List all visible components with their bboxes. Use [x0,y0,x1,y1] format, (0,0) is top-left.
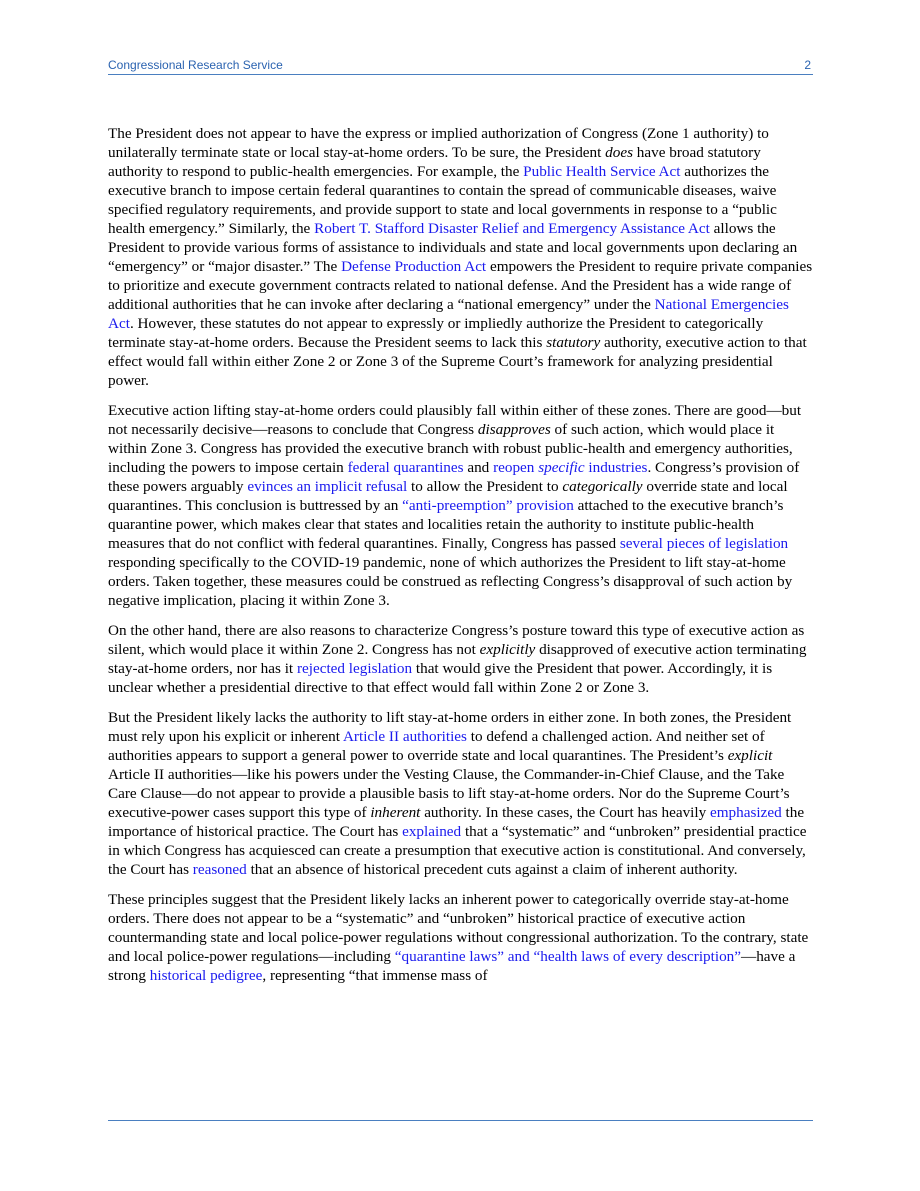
document-body [108,124,814,996]
link-reasoned[interactable]: reasoned [192,861,247,878]
link-national-emergencies-act[interactable]: National Emergencies Act [108,296,789,332]
link-stafford-act[interactable]: Robert T. Stafford Disaster Relief and Emergency Assistance Act [314,220,710,237]
paragraph-1: The President does not appear to have the express or implied authorization of Congress (Zone 1 authority) to unilaterally terminate state or local stay-at-home orders. To be sure, the President does have broad statutory authority to respond to public-health emergencies. For example, the Public Health Service Act authorizes the executive branch to impose certain federal quarantines to contain the spread of communicable diseases, waive specified regulatory requirements, and provide support to state and local governments in response to a “public health emergency.” Similarly, the Robert T. Stafford Disaster Relief and Emergency Assistance Act allows the President to provide various forms of assistance to individuals and state and local governments upon declaring an “emergency” or “major disaster.” The Defense Production Act empowers the President to require private companies to prioritize and execute government contracts related to national defense. And the President has a wide range of additional authorities that he can invoke after declaring a “national emergency” under the National Emergencies Act. However, these statutes do not appear to expressly or impliedly authorize the President to categorically terminate stay-at-home orders. Because the President seems to lack this statutory authority, executive action to that effect would fall within either Zone 2 or Zone 3 of the Supreme Court’s framework for analyzing presidential power. [108,125,813,389]
link-quarantine-laws[interactable]: “quarantine laws” and “health laws of every description” [394,948,742,965]
link-anti-preemption-provision[interactable]: “anti-preemption” provision [402,497,574,514]
link-federal-quarantines[interactable]: federal quarantines [347,459,464,476]
link-defense-production-act[interactable]: Defense Production Act [341,258,487,275]
page-header [108,58,813,75]
link-rejected-legislation[interactable]: rejected legislation [296,660,413,677]
link-reopen-specific-industries[interactable]: reopen specific industries [493,459,648,476]
link-article-ii-authorities[interactable]: Article II authorities [342,728,467,745]
link-several-pieces-of-legislation[interactable]: several pieces of legislation [619,535,789,552]
link-implicit-refusal[interactable]: evinces an implicit refusal [247,478,408,495]
paragraph-5: These principles suggest that the President likely lacks an inherent power to categorically override stay-at-home orders. There does not appear to be a “systematic” and “unbroken” historical practice of executive action countermanding state and local police-power regulations without congressional authorization. To the contrary, state and local police-power regulations—including “quarantine laws” and “health laws of every description”—have a strong historical pedigree, representing “that immense mass of [108,891,809,984]
link-explained[interactable]: explained [402,823,462,840]
link-public-health-service-act[interactable]: Public Health Service Act [523,163,681,180]
paragraph-3: On the other hand, there are also reasons to characterize Congress’s posture toward this type of executive action as silent, which would place it within Zone 2. Congress has not explicitly disapproved of executive action terminating stay-at-home orders, nor has it rejected legislation that would give the President that power. Accordingly, it is unclear whether a presidential directive to that effect would fall within Zone 2 or Zone 3. [108,622,807,696]
header-organization: Congressional Research Service [108,58,283,72]
link-historical-pedigree[interactable]: historical pedigree [149,967,263,984]
link-emphasized[interactable]: emphasized [710,804,782,821]
page-number: 2 [804,58,811,72]
paragraph-2: Executive action lifting stay-at-home orders could plausibly fall within either of these zones. There are good—but not necessarily decisive—reasons to conclude that Congress disapproves of such action, which would place it within Zone 3. Congress has provided the executive branch with robust public-health and emergency authorities, including the powers to impose certain federal quarantines and reopen specific industries. Congress’s provision of these powers arguably evinces an implicit refusal to allow the President to categorically override state and local quarantines. This conclusion is buttressed by an “anti-preemption” provision attached to the executive branch’s quarantine power, which makes clear that states and localities retain the authority to institute public-health measures that do not conflict with federal quarantines. Finally, Congress has passed several pieces of legislation responding specifically to the COVID-19 pandemic, none of which authorizes the President to lift stay-at-home orders. Taken together, these measures could be construed as reflecting Congress’s disapproval of such action by negative implication, placing it within Zone 3. [108,402,802,609]
footer-divider [108,1120,813,1121]
paragraph-4: But the President likely lacks the authority to lift stay-at-home orders in either zone. In both zones, the President must rely upon his explicit or inherent Article II authorities to defend a challenged action. And neither set of authorities appears to support a general power to override state and local quarantines. The President’s explicit Article II authorities—like his powers under the Vesting Clause, the Commander-in-Chief Clause, and the Take Care Clause—do not appear to provide a plausible basis to lift stay-at-home orders. Nor do the Supreme Court’s executive-power cases support this type of inherent authority. In these cases, the Court has heavily emphasized the importance of historical practice. The Court has explained that a “systematic” and “unbroken” presidential practice in which Congress has acquiesced can create a presumption that executive action is constitutional. And conversely, the Court has reasoned that an absence of historical precedent cuts against a claim of inherent authority. [108,709,807,878]
